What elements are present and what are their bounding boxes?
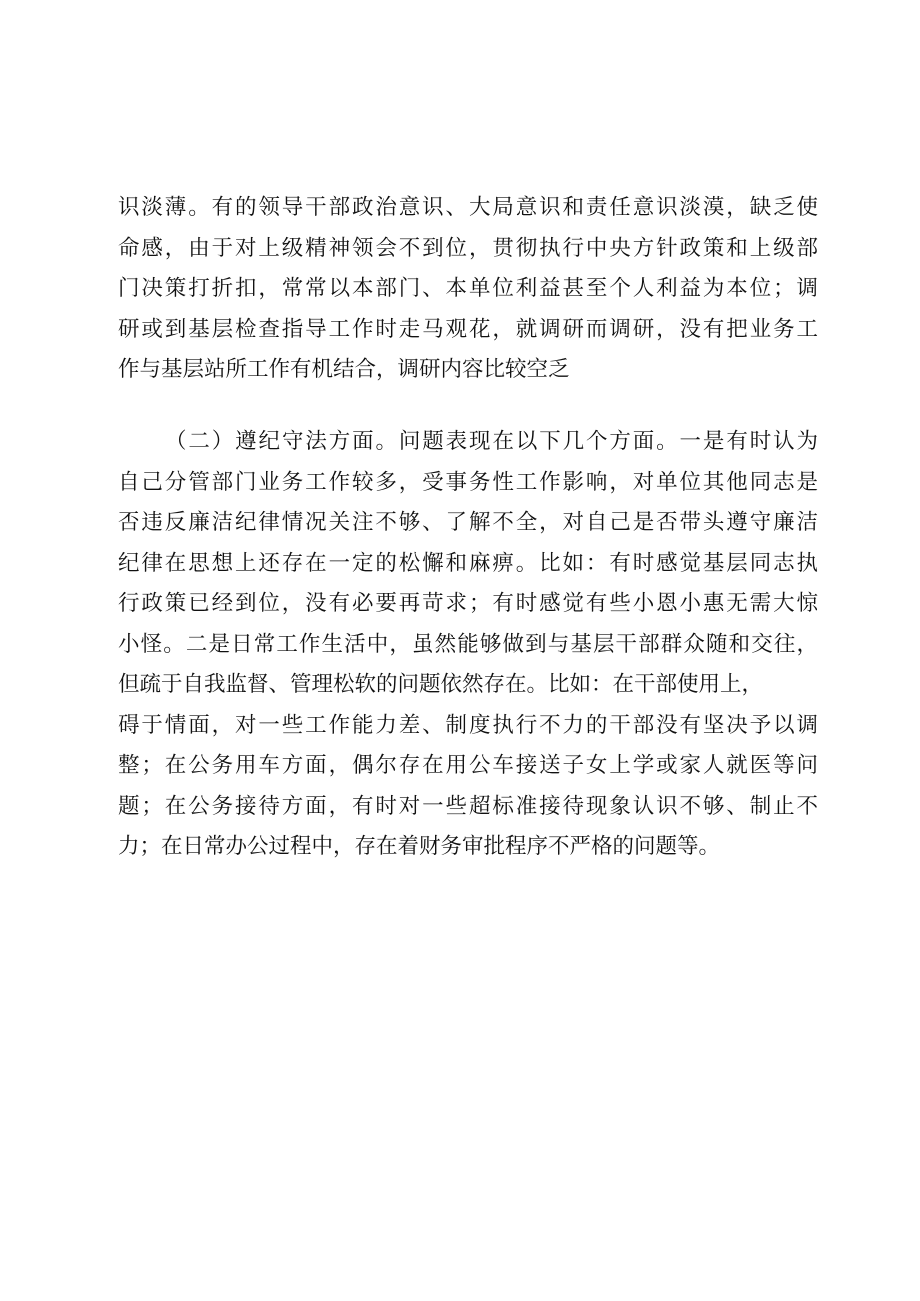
paragraph-line: 碍于情面，对一些工作能力差、制度执行不力的干部没有坚决予以调: [118, 712, 818, 738]
paragraph-line: 作与基层站所工作有机结合，调研内容比较空乏: [118, 357, 570, 382]
paragraph-line: 行政策已经到位，没有必要再苛求；有时感觉有些小恩小惠无需大惊: [118, 591, 818, 616]
paragraph-line: 但疏于自我监督、管理松软的问题依然存在。比如：在干部使用上，: [118, 672, 764, 697]
paragraph-line: 小怪。二是日常工作生活中，虽然能够做到与基层干部群众随和交往，: [118, 631, 818, 657]
paragraph-line: 自己分管部门业务工作较多，受事务性工作影响，对单位其他同志是: [118, 469, 818, 495]
paragraph-line: 题；在公务接待方面，有时对一些超标准接待现象认识不够、制止不: [118, 793, 818, 819]
paragraph-line: 纪律在思想上还存在一定的松懈和麻痹。比如：有时感觉基层同志执: [118, 550, 818, 576]
paragraph-line: 否违反廉洁纪律情况关注不够、了解不全，对自己是否带头遵守廉洁: [118, 510, 818, 535]
paragraph-1: [118, 188, 818, 391]
paragraph-line: 力；在日常办公过程中，存在着财务审批程序不严格的问题等。: [118, 834, 721, 859]
paragraph-line: （二）遵纪守法方面。问题表现在以下几个方面。一是有时认为: [165, 429, 818, 454]
paragraph-line: 识淡薄。有的领导干部政治意识、大局意识和责任意识淡漠，缺乏使: [118, 195, 818, 220]
paragraph-2: [118, 422, 818, 868]
paragraph-line: 研或到基层检查指导工作时走马观花，就调研而调研，没有把业务工: [118, 316, 818, 342]
paragraph-line: 整；在公务用车方面，偶尔存在用公车接送子女上学或家人就医等问: [118, 753, 818, 778]
paragraph-line: 命感，由于对上级精神领会不到位，贯彻执行中央方针政策和上级部: [118, 235, 818, 261]
paragraph-line: 门决策打折扣，常常以本部门、本单位利益甚至个人利益为本位；调: [118, 276, 818, 301]
